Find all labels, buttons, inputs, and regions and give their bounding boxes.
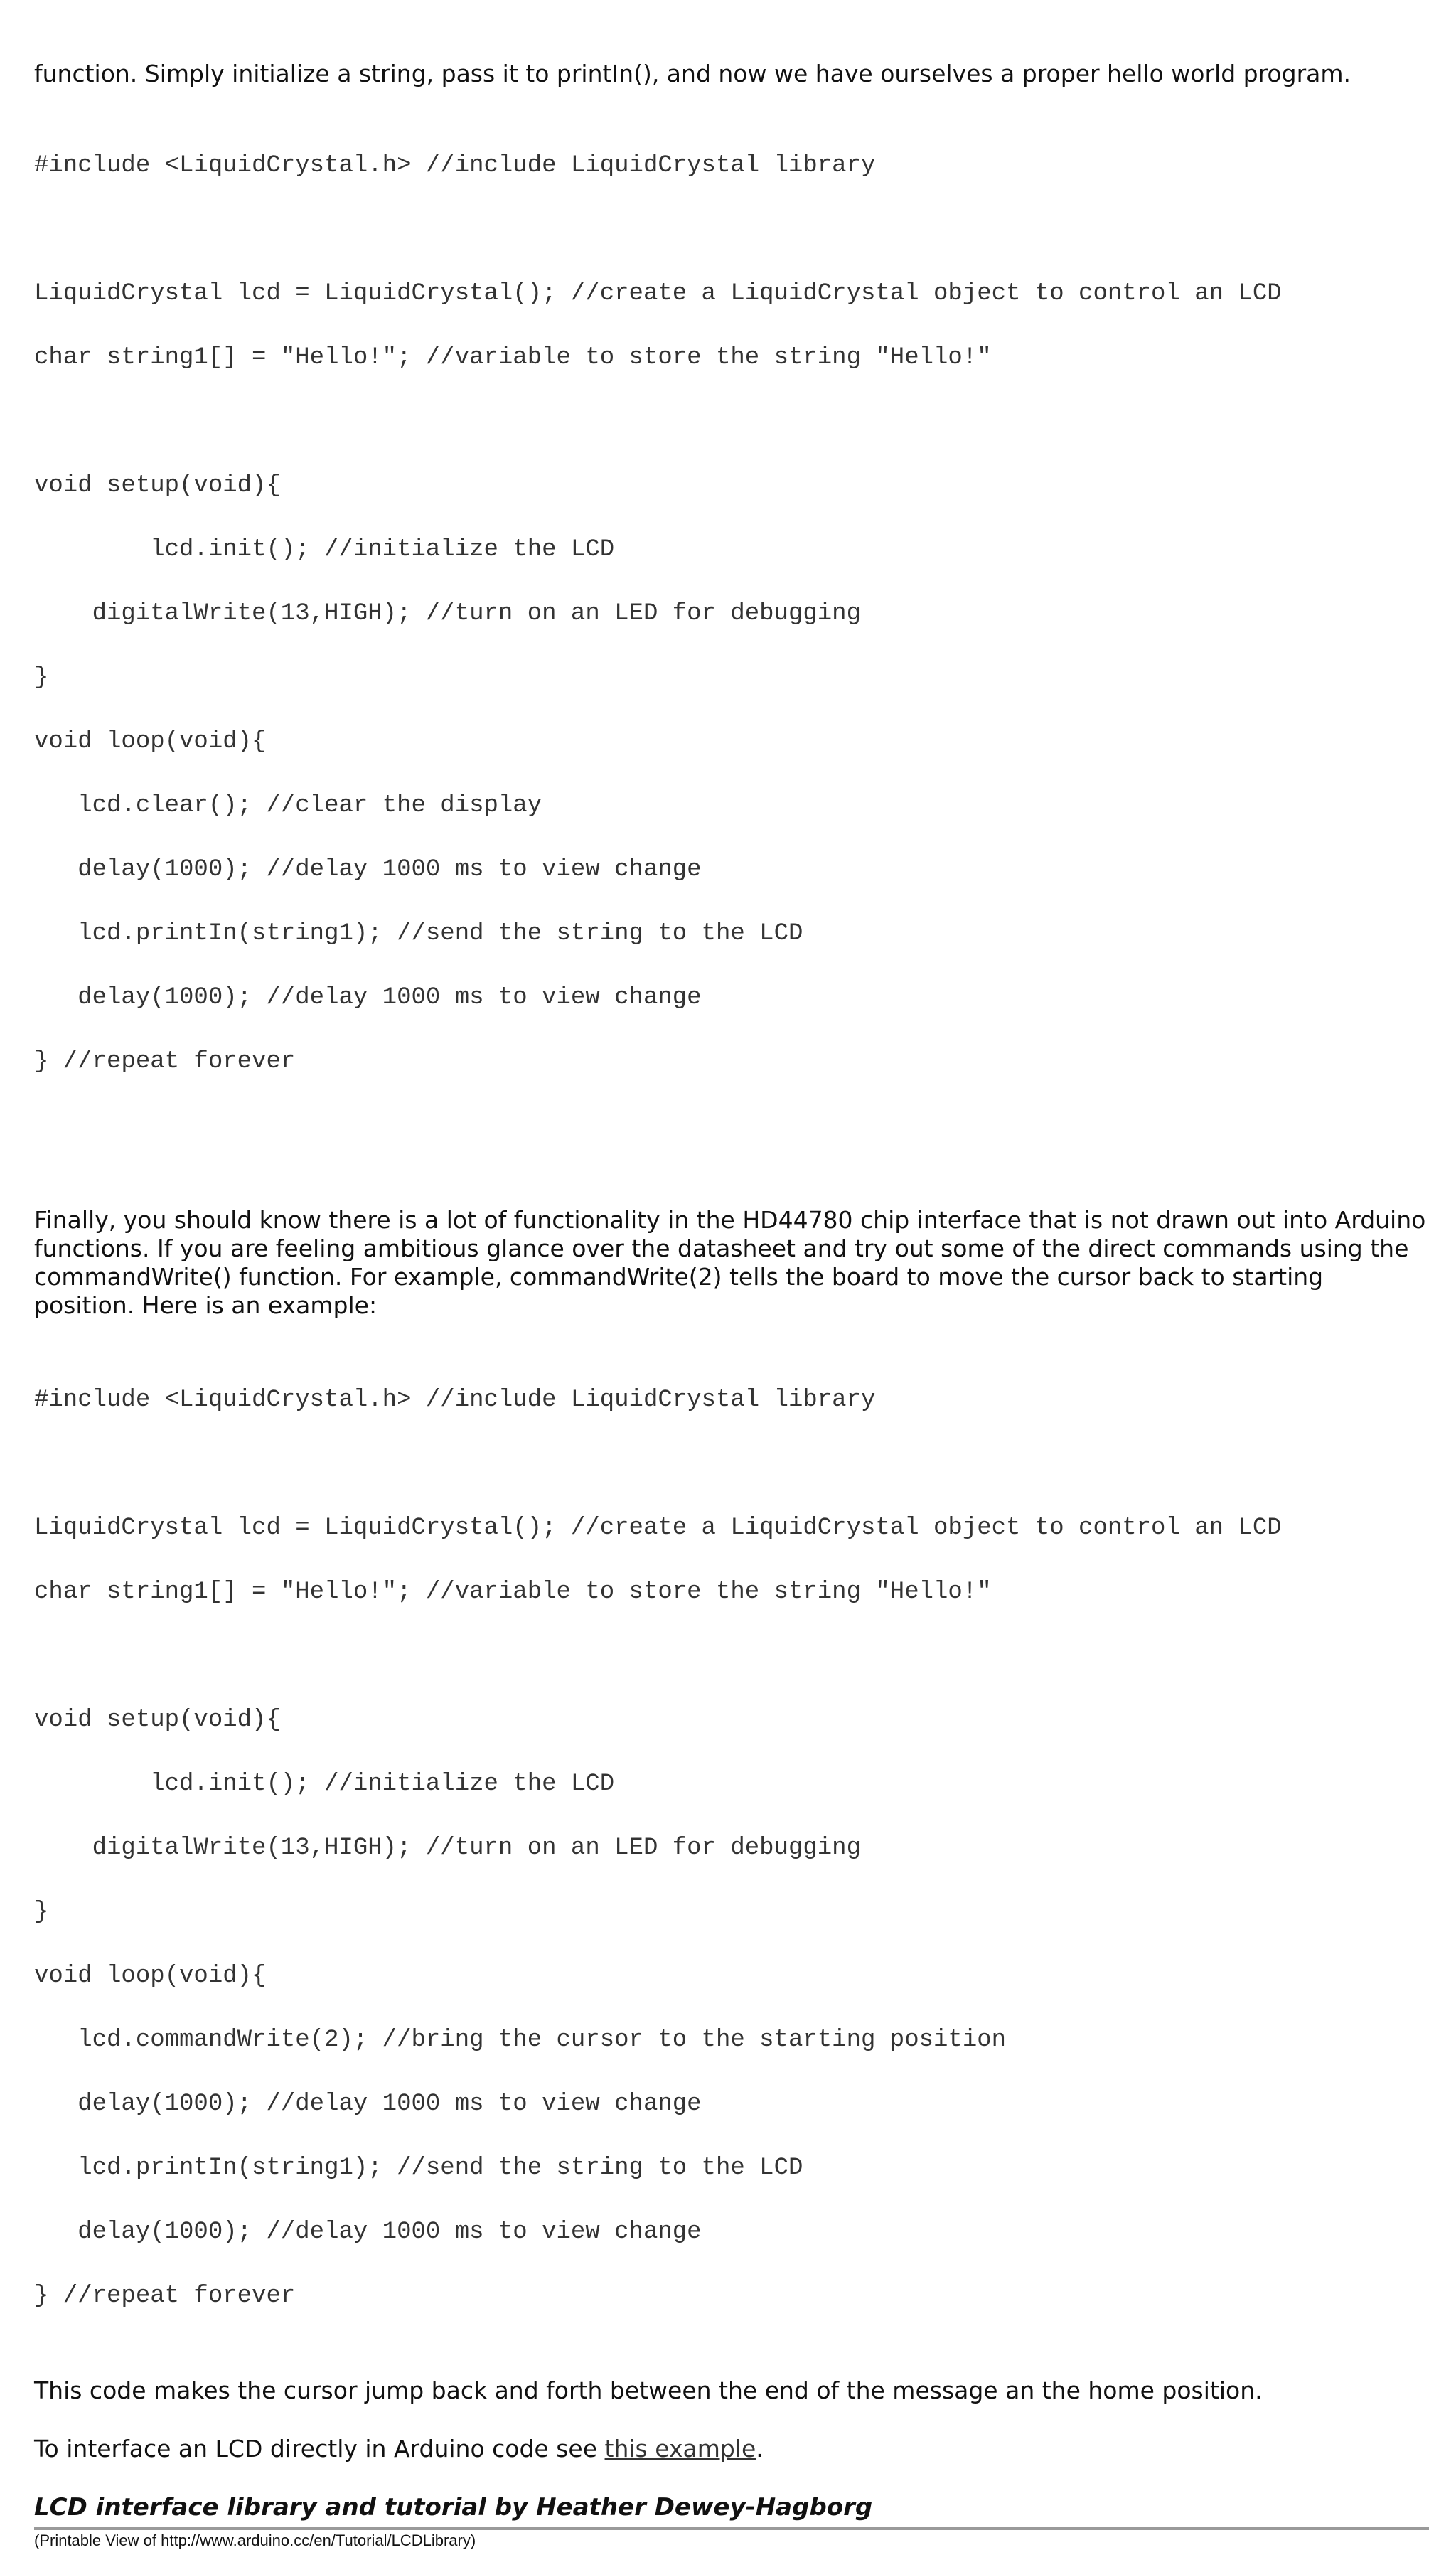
code-line: void setup(void){ bbox=[34, 1707, 281, 1734]
code-line: delay(1000); //delay 1000 ms to view change bbox=[34, 984, 702, 1011]
code-line: } bbox=[34, 664, 49, 691]
code-line bbox=[34, 1645, 1428, 1667]
code-line: delay(1000); //delay 1000 ms to view change bbox=[34, 2091, 702, 2118]
code-line bbox=[34, 411, 1428, 432]
credit-line: LCD interface library and tutorial by Heather Dewey-Hagborg bbox=[34, 2493, 873, 2522]
code-line: digitalWrite(13,HIGH); //turn on an LED for debugging bbox=[34, 600, 861, 627]
code-block-2 bbox=[34, 1347, 1428, 2349]
interface-paragraph bbox=[34, 2435, 1428, 2463]
code-line: lcd.init(); //initialize the LCD bbox=[34, 1771, 615, 1798]
code-line: } //repeat forever bbox=[34, 2283, 296, 2310]
code-line: delay(1000); //delay 1000 ms to view change bbox=[34, 856, 702, 883]
code-line: void setup(void){ bbox=[34, 472, 281, 499]
code-line: lcd.init(); //initialize the LCD bbox=[34, 536, 615, 563]
code-line: #include <LiquidCrystal.h> //include LiquidCrystal library bbox=[34, 1387, 876, 1414]
code-line: delay(1000); //delay 1000 ms to view change bbox=[34, 2219, 702, 2246]
code-line: lcd.printIn(string1); //send the string to the LCD bbox=[34, 920, 803, 947]
code-line: digitalWrite(13,HIGH); //turn on an LED for debugging bbox=[34, 1835, 861, 1862]
code-line: void loop(void){ bbox=[34, 728, 267, 755]
code-line: lcd.commandWrite(2); //bring the cursor to the starting position bbox=[34, 2027, 1007, 2054]
document-page bbox=[34, 60, 1428, 2550]
code-line: } //repeat forever bbox=[34, 1048, 296, 1075]
code-line: void loop(void){ bbox=[34, 1963, 267, 1990]
code-line: lcd.printIn(string1); //send the string to the LCD bbox=[34, 2155, 803, 2182]
code-line bbox=[34, 1453, 1428, 1475]
code-line: char string1[] = "Hello!"; //variable to store the string "Hello!" bbox=[34, 1579, 992, 1606]
interface-suffix: . bbox=[756, 2435, 764, 2463]
summary-paragraph: This code makes the cursor jump back and forth between the end of the message an the home position. bbox=[34, 2376, 1263, 2404]
this-example-link[interactable]: this example bbox=[604, 2435, 756, 2463]
finally-paragraph: Finally, you should know there is a lot of functionality in the HD44780 chip interface that is not drawn out into Arduino functions. If you are feeling ambitious glance over the datasheet and try out some of the direct commands using the commandWrite() function. For example, commandWrite(2) tells the board to move the cursor back to starting position. Here is an example: bbox=[34, 1206, 1426, 1319]
printable-view-footer: (Printable View of http://www.arduino.cc/en/Tutorial/LCDLibrary) bbox=[34, 2532, 476, 2549]
code-line: #include <LiquidCrystal.h> //include LiquidCrystal library bbox=[34, 152, 876, 179]
code-line: lcd.clear(); //clear the display bbox=[34, 792, 542, 819]
intro-paragraph: function. Simply initialize a string, pass it to printIn(), and now we have ourselves a proper hello world program. bbox=[34, 60, 1351, 87]
code-block-1 bbox=[34, 112, 1428, 1115]
code-line: LiquidCrystal lcd = LiquidCrystal(); //create a LiquidCrystal object to control an LCD bbox=[34, 280, 1282, 307]
code-line: } bbox=[34, 1899, 49, 1926]
interface-prefix: To interface an LCD directly in Arduino code see bbox=[34, 2435, 605, 2463]
code-line: LiquidCrystal lcd = LiquidCrystal(); //create a LiquidCrystal object to control an LCD bbox=[34, 1515, 1282, 1542]
code-line: char string1[] = "Hello!"; //variable to store the string "Hello!" bbox=[34, 344, 992, 371]
code-line bbox=[34, 219, 1428, 240]
